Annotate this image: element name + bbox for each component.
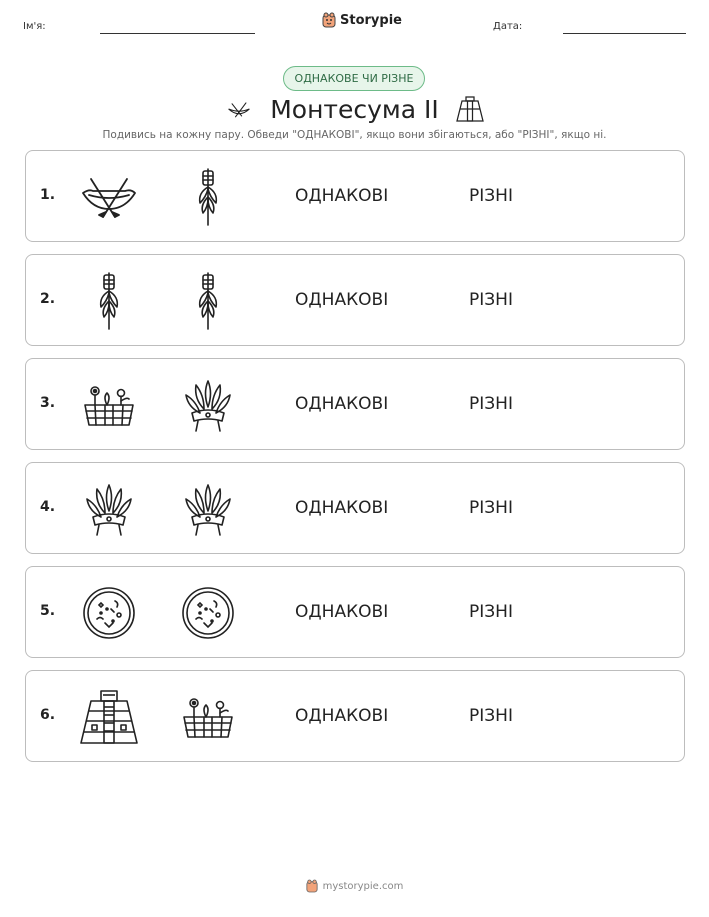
date-label: Дата:	[493, 21, 523, 32]
feather-staff-icon	[178, 167, 238, 227]
row-number: 6.	[40, 707, 56, 723]
option-same[interactable]: ОДНАКОВІ	[295, 290, 389, 310]
option-different[interactable]: РІЗНІ	[469, 498, 513, 518]
brand-logo	[322, 12, 402, 28]
flower-planter-icon	[79, 375, 139, 435]
calendar-stone-icon	[178, 583, 238, 643]
row-number: 3.	[40, 395, 56, 411]
pair-row	[25, 462, 685, 554]
row-number: 5.	[40, 603, 56, 619]
feather-staff-icon	[79, 271, 139, 331]
brand-name: Storypie	[340, 12, 402, 28]
instructions: Подивись на кожну пару. Обведи "ОДНАКОВІ", якщо вони збігаються, або "РІЗНІ", якщо ні.	[102, 129, 607, 141]
pair-row	[25, 670, 685, 762]
pair-row	[25, 358, 685, 450]
footer-site[interactable]: mystorypie.com	[322, 880, 404, 892]
calendar-stone-icon	[79, 583, 139, 643]
storypie-icon	[322, 12, 336, 28]
canoe-icon	[79, 167, 139, 227]
option-same[interactable]: ОДНАКОВІ	[295, 394, 389, 414]
canoe-icon	[222, 96, 256, 122]
page-title: Монтесума II	[270, 94, 439, 124]
option-same[interactable]: ОДНАКОВІ	[295, 186, 389, 206]
option-different[interactable]: РІЗНІ	[469, 186, 513, 206]
feather-headdress-icon	[178, 479, 238, 539]
option-same[interactable]: ОДНАКОВІ	[295, 498, 389, 518]
pyramid-icon	[79, 687, 139, 747]
date-line[interactable]	[563, 33, 686, 34]
pair-row	[25, 254, 685, 346]
option-same[interactable]: ОДНАКОВІ	[295, 602, 389, 622]
flower-planter-icon	[178, 687, 238, 747]
option-different[interactable]: РІЗНІ	[469, 394, 513, 414]
title-row	[0, 92, 709, 126]
feather-staff-icon	[178, 271, 238, 331]
row-number: 4.	[40, 499, 56, 515]
row-number: 2.	[40, 291, 56, 307]
name-label: Ім'я:	[23, 21, 46, 32]
feather-headdress-icon	[79, 479, 139, 539]
row-number: 1.	[40, 187, 56, 203]
option-same[interactable]: ОДНАКОВІ	[295, 706, 389, 726]
pair-row	[25, 150, 685, 242]
storypie-icon	[306, 879, 318, 893]
option-different[interactable]: РІЗНІ	[469, 290, 513, 310]
option-different[interactable]: РІЗНІ	[469, 602, 513, 622]
name-line[interactable]	[100, 33, 255, 34]
feather-headdress-icon	[178, 375, 238, 435]
footer	[0, 879, 709, 893]
worksheet-type-badge: ОДНАКОВЕ ЧИ РІЗНЕ	[283, 66, 425, 91]
pyramid-icon	[453, 94, 487, 124]
option-different[interactable]: РІЗНІ	[469, 706, 513, 726]
pair-row	[25, 566, 685, 658]
